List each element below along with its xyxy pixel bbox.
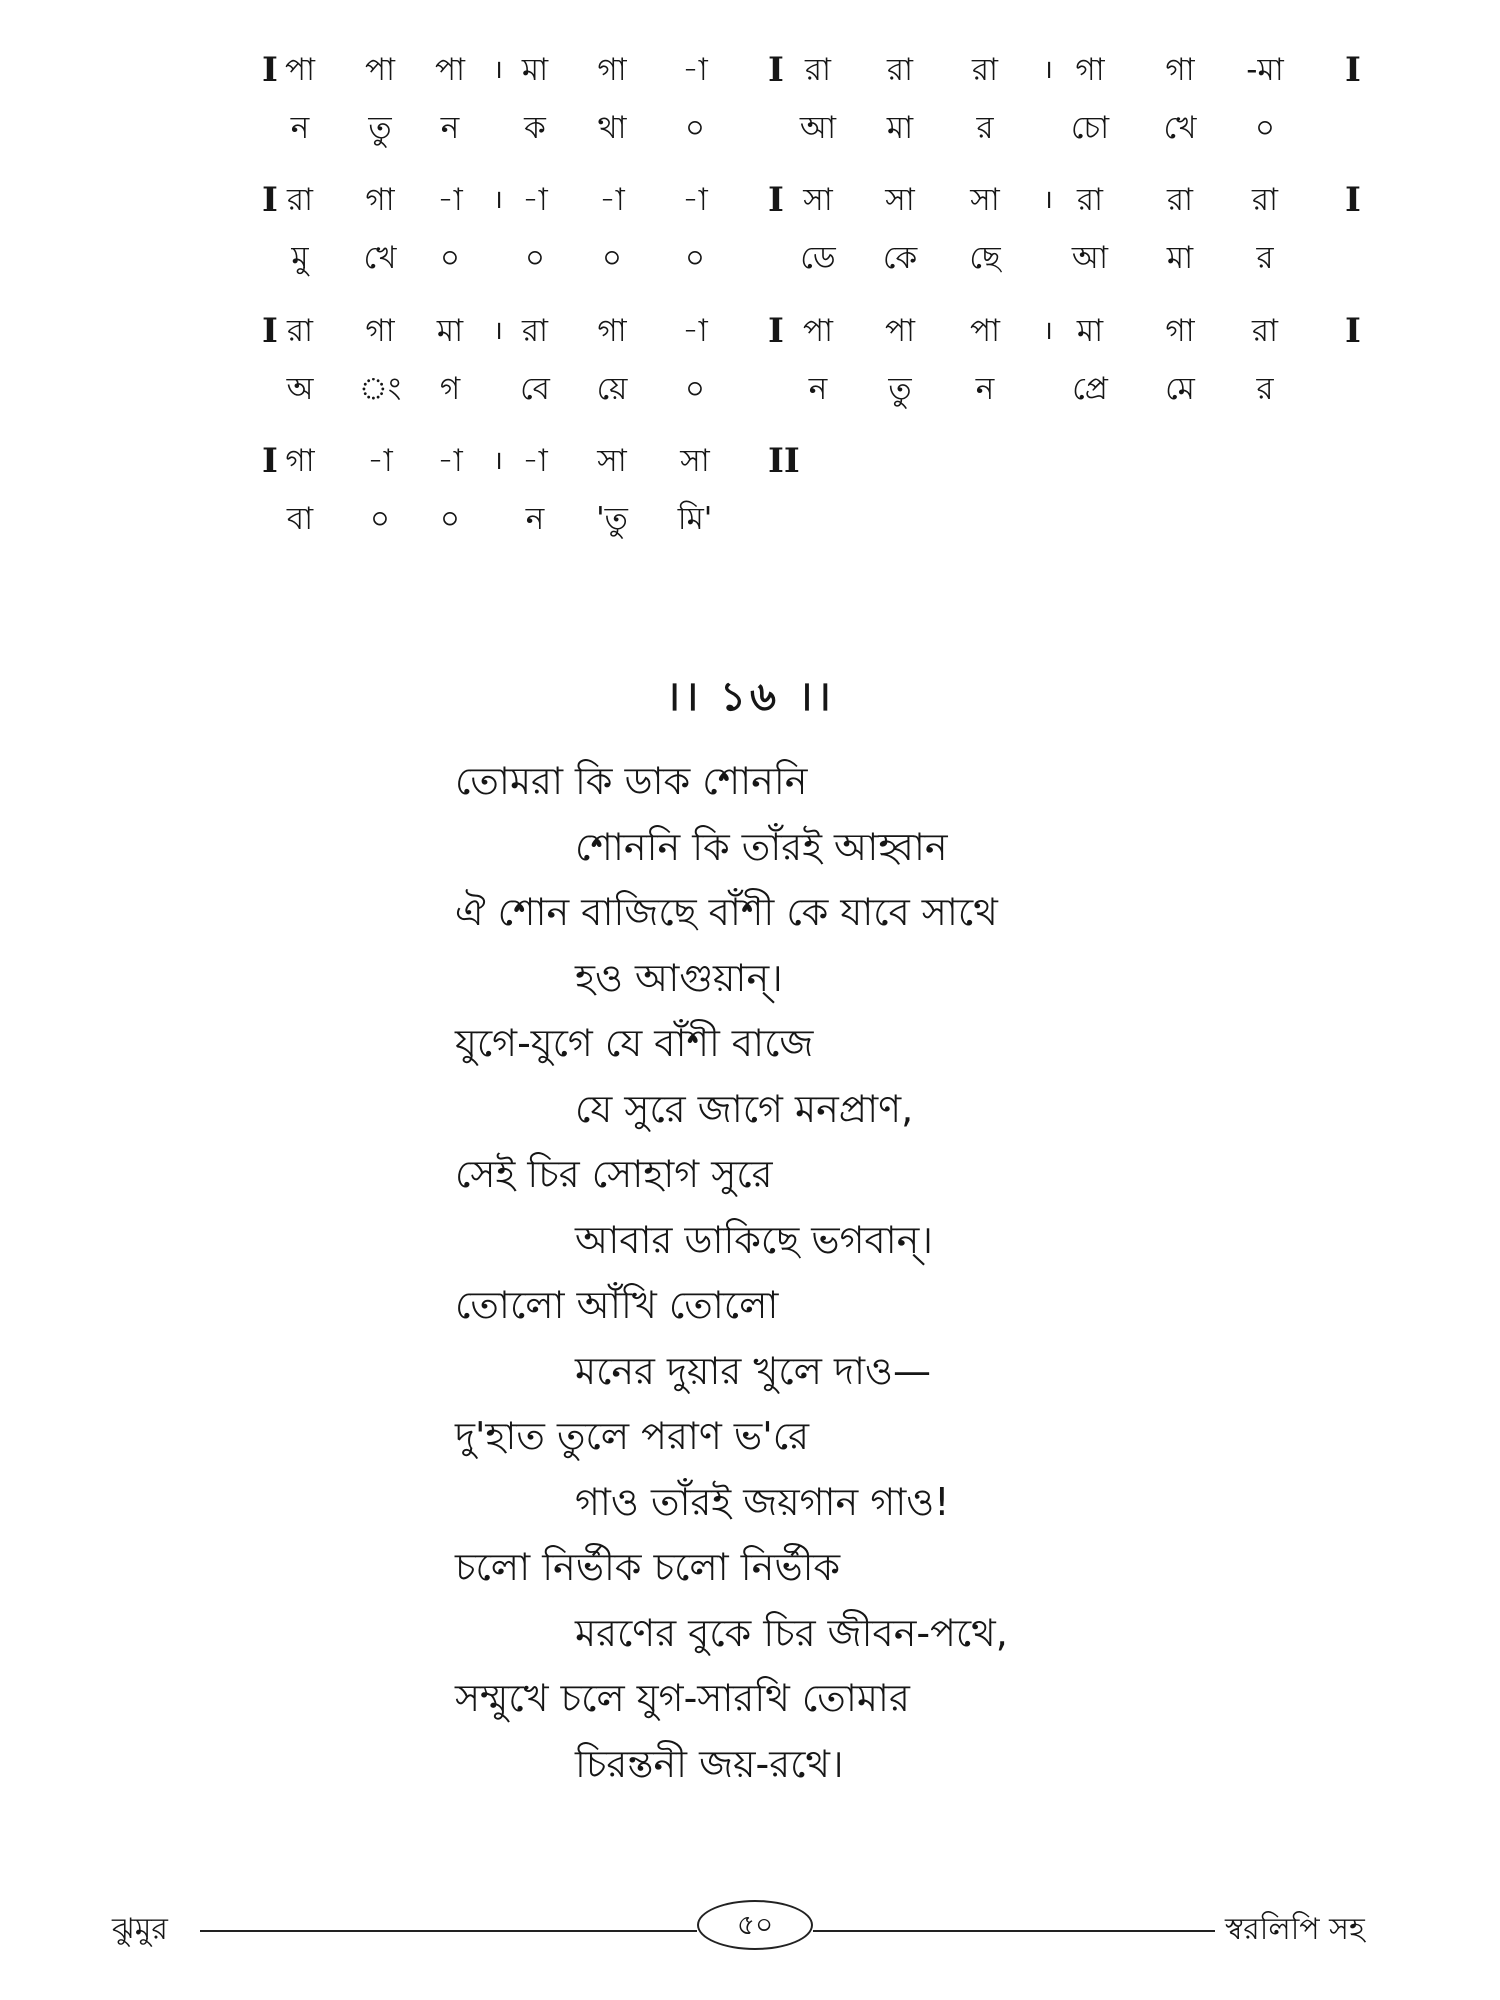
lyric-syllable: ০ <box>369 501 391 537</box>
lyric-syllable: ০ <box>684 371 706 407</box>
lyric-line: চিরন্তনী জয়-রথে। <box>575 1742 844 1786</box>
song-number-heading: ।। ১৬ ।। <box>665 674 835 720</box>
swara-note: -া <box>522 443 548 479</box>
swara-note: গা <box>365 182 395 218</box>
beat-separator: । <box>493 185 503 215</box>
lyric-syllable: বা <box>286 501 314 537</box>
swara-note: রা <box>1251 182 1279 218</box>
barline: I <box>768 50 784 90</box>
lyric-syllable: ন <box>975 371 995 407</box>
final-barline: II <box>768 441 800 481</box>
lyric-line: তোলো আঁখি তোলো <box>455 1283 779 1327</box>
lyric-syllable: গ <box>439 371 461 407</box>
barline: I <box>1345 311 1361 351</box>
lyric-syllable: ন <box>290 110 310 146</box>
footer-rule-right <box>813 1930 1215 1932</box>
swara-note: পা <box>284 52 316 88</box>
lyric-syllable: ন <box>525 501 545 537</box>
lyric-syllable: র <box>1256 371 1274 407</box>
lyric-syllable: মা <box>886 110 914 146</box>
lyric-syllable: অ <box>286 371 314 407</box>
lyric-syllable: মু <box>291 240 309 276</box>
beat-separator: । <box>1043 185 1053 215</box>
lyric-syllable: বে <box>520 371 550 407</box>
swara-note: পা <box>364 52 396 88</box>
lyric-syllable: ডে <box>800 240 836 276</box>
footer-rule-left <box>200 1930 697 1932</box>
swara-note: রা <box>886 52 914 88</box>
swara-note: রা <box>286 182 314 218</box>
swara-note: গা <box>597 313 627 349</box>
barline: I <box>768 311 784 351</box>
swara-note: গা <box>1165 52 1195 88</box>
lyric-syllable: তু <box>888 371 912 407</box>
swara-note: সা <box>680 443 710 479</box>
lyric-syllable: মা <box>1166 240 1194 276</box>
swara-note: পা <box>969 313 1001 349</box>
lyric-syllable: খে <box>363 240 397 276</box>
swara-note: -া <box>367 443 393 479</box>
beat-separator: । <box>1043 55 1053 85</box>
swara-note: রা <box>971 52 999 88</box>
lyric-syllable: য়ে <box>596 371 628 407</box>
swara-note: -া <box>682 313 708 349</box>
barline: I <box>262 180 278 220</box>
lyric-line: মনের দুয়ার খুলে দাও— <box>575 1349 931 1393</box>
lyric-syllable: ০ <box>439 501 461 537</box>
lyric-syllable: তু <box>368 110 392 146</box>
lyric-syllable: থা <box>597 110 627 146</box>
lyric-line: গাও তাঁরই জয়গান গাও! <box>575 1480 950 1524</box>
barline: I <box>1345 50 1361 90</box>
lyric-syllable: আ <box>799 110 837 146</box>
beat-separator: । <box>493 55 503 85</box>
swara-note: সা <box>803 182 833 218</box>
lyric-syllable: কে <box>882 240 918 276</box>
lyric-syllable: ০ <box>601 240 623 276</box>
barline: I <box>768 180 784 220</box>
lyric-syllable: ন <box>808 371 828 407</box>
swara-note: মা <box>436 313 464 349</box>
swara-note: গা <box>365 313 395 349</box>
lyric-syllable: ং <box>358 371 402 407</box>
swara-note: রা <box>1166 182 1194 218</box>
beat-separator: । <box>493 316 503 346</box>
swara-note: রা <box>804 52 832 88</box>
swara-note: মা <box>521 52 549 88</box>
lyric-syllable: ০ <box>1254 110 1276 146</box>
swara-note: মা <box>1076 313 1104 349</box>
barline: I <box>262 311 278 351</box>
page-footer <box>0 1900 1500 1960</box>
lyric-line: যুগে-যুগে যে বাঁশী বাজে <box>455 1021 814 1065</box>
swara-note: রা <box>1076 182 1104 218</box>
swara-note: সা <box>970 182 1000 218</box>
lyric-line: হও আগুয়ান্। <box>575 956 783 1000</box>
lyric-syllable: ছে <box>969 240 1001 276</box>
lyric-line: সম্মুখে চলে যুগ-সারথি তোমার <box>455 1676 910 1720</box>
beat-separator: । <box>1043 316 1053 346</box>
swara-note: -া <box>682 182 708 218</box>
swara-note: -া <box>522 182 548 218</box>
lyric-syllable: ০ <box>684 240 706 276</box>
swara-note: -া <box>437 182 463 218</box>
swara-note: পা <box>802 313 834 349</box>
lyric-line: আবার ডাকিছে ভগবান্। <box>575 1218 933 1262</box>
lyric-syllable: ০ <box>524 240 546 276</box>
swara-note: সা <box>597 443 627 479</box>
swara-note: গা <box>597 52 627 88</box>
lyric-syllable: মি' <box>677 501 713 537</box>
lyric-line: দু'হাত তুলে পরাণ ভ'রে <box>455 1414 810 1458</box>
page-number: ৫০ <box>697 1900 813 1950</box>
lyric-syllable: খে <box>1163 110 1197 146</box>
lyric-line: তোমরা কি ডাক শোননি <box>455 759 808 803</box>
lyric-syllable: 'তু <box>596 501 628 537</box>
swara-note: পা <box>434 52 466 88</box>
lyric-syllable: র <box>976 110 994 146</box>
footer-book-title: ঝুমুর <box>112 1912 168 1947</box>
swara-note: গা <box>285 443 315 479</box>
lyric-line: চলো নির্ভীক চলো নির্ভীক <box>455 1545 841 1589</box>
lyric-line: ঐ শোন বাজিছে বাঁশী কে যাবে সাথে <box>455 890 998 934</box>
lyric-syllable: র <box>1256 240 1274 276</box>
barline: I <box>262 441 278 481</box>
lyric-syllable: ক <box>524 110 546 146</box>
lyric-syllable: ০ <box>439 240 461 276</box>
lyric-line: মরণের বুকে চির জীবন-পথে, <box>575 1611 1008 1655</box>
lyric-syllable: আ <box>1071 240 1109 276</box>
lyric-syllable: প্রে <box>1072 371 1108 407</box>
swara-note: -মা <box>1246 52 1284 88</box>
lyric-syllable: ০ <box>684 110 706 146</box>
swara-note: -া <box>682 52 708 88</box>
lyric-line: সেই চির সোহাগ সুরে <box>455 1152 773 1196</box>
lyric-syllable: চো <box>1070 110 1110 146</box>
lyric-syllable: ন <box>440 110 460 146</box>
swara-note: পা <box>884 313 916 349</box>
swara-note: গা <box>1075 52 1105 88</box>
swara-note: -া <box>599 182 625 218</box>
swara-note: গা <box>1165 313 1195 349</box>
swara-note: সা <box>885 182 915 218</box>
lyric-line: শোননি কি তাঁরই আহ্বান <box>575 825 948 869</box>
barline: I <box>262 50 278 90</box>
footer-subtitle: স্বরলিপি সহ <box>1225 1912 1365 1947</box>
swara-note: রা <box>286 313 314 349</box>
swara-note: -া <box>437 443 463 479</box>
lyric-line: যে সুরে জাগে মনপ্রাণ, <box>575 1087 914 1131</box>
swara-note: রা <box>1251 313 1279 349</box>
lyric-syllable: মে <box>1165 371 1195 407</box>
barline: I <box>1345 180 1361 220</box>
beat-separator: । <box>493 446 503 476</box>
swara-note: রা <box>521 313 549 349</box>
